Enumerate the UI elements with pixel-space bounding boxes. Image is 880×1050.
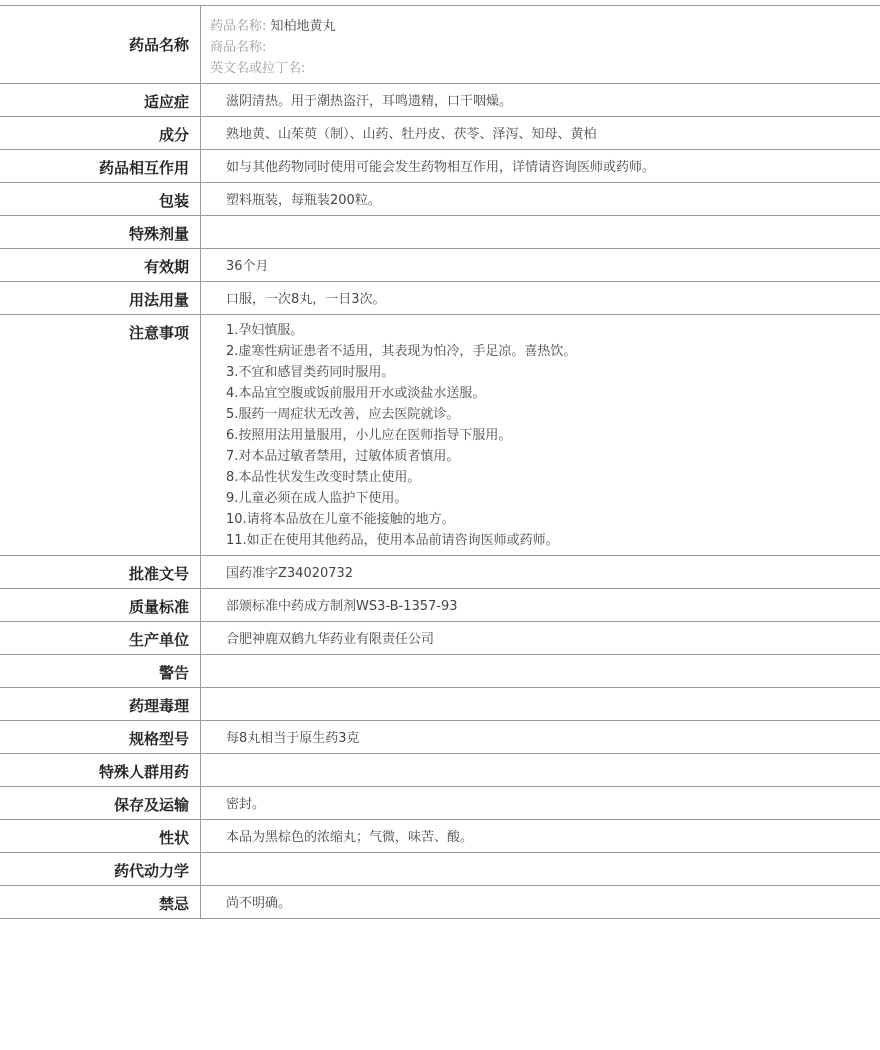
row-pharmacokinetics <box>0 853 880 886</box>
row-value: 国药准字Z34020732 <box>226 566 354 581</box>
row-interaction <box>0 150 880 183</box>
row-character <box>0 820 880 853</box>
row-value <box>201 216 880 248</box>
row-value <box>201 6 880 83</box>
row-label: 药理毒理 <box>0 688 201 720</box>
row-label: 性状 <box>0 820 201 852</box>
row-value <box>201 853 880 885</box>
row-value: 口服，一次8丸，一日3次。 <box>226 292 386 307</box>
row-usage <box>0 282 880 315</box>
row-manufacturer <box>0 622 880 655</box>
row-label: 警告 <box>0 655 201 687</box>
generic-name-line <box>210 16 880 37</box>
row-special-dose <box>0 216 880 249</box>
row-value <box>201 655 880 687</box>
row-value: 密封。 <box>226 797 266 812</box>
row-label: 特殊剂量 <box>0 216 201 248</box>
row-contraindication <box>0 886 880 919</box>
row-value <box>201 688 880 720</box>
drug-info-table <box>0 5 880 919</box>
row-notes <box>0 315 880 556</box>
list-item: 11.如正在使用其他药品，使用本品前请咨询医师或药师。 <box>226 533 559 548</box>
row-value: 如与其他药物同时使用可能会发生药物相互作用，详情请咨询医师或药师。 <box>226 160 656 175</box>
row-label: 用法用量 <box>0 282 201 314</box>
list-item: 5.服药一周症状无改善，应去医院就诊。 <box>226 407 460 422</box>
row-special-groups <box>0 754 880 787</box>
row-warning <box>0 655 880 688</box>
generic-name-value: 知柏地黄丸 <box>270 19 336 34</box>
row-standard <box>0 589 880 622</box>
row-approval <box>0 556 880 589</box>
row-label: 注意事项 <box>0 315 201 555</box>
notes-list <box>226 320 880 551</box>
latin-name-prefix: 英文名或拉丁名: <box>210 61 306 76</box>
row-value: 本品为黑棕色的浓缩丸；气微，味苦、酸。 <box>226 830 474 845</box>
row-storage <box>0 787 880 820</box>
row-composition <box>0 117 880 150</box>
row-value: 滋阴清热。用于潮热盗汗，耳鸣遗精，口干咽燥。 <box>226 94 513 109</box>
row-label: 药品名称 <box>0 6 201 83</box>
row-label: 生产单位 <box>0 622 201 654</box>
list-item: 2.虚寒性病证患者不适用，其表现为怕冷，手足凉。喜热饮。 <box>226 344 577 359</box>
row-spec <box>0 721 880 754</box>
row-validity <box>0 249 880 282</box>
list-item: 6.按照用法用量服用，小儿应在医师指导下服用。 <box>226 428 512 443</box>
row-label: 规格型号 <box>0 721 201 753</box>
row-label: 包装 <box>0 183 201 215</box>
list-item: 7.对本品过敏者禁用，过敏体质者慎用。 <box>226 449 460 464</box>
generic-name-prefix: 药品名称: <box>210 19 267 34</box>
row-pharmacology <box>0 688 880 721</box>
row-label: 保存及运输 <box>0 787 201 819</box>
row-value: 部颁标准中药成方制剂WS3-B-1357-93 <box>226 599 458 614</box>
row-packaging <box>0 183 880 216</box>
row-value <box>201 754 880 786</box>
row-value: 36个月 <box>226 259 269 274</box>
row-indication <box>0 84 880 117</box>
row-label: 成分 <box>0 117 201 149</box>
row-label: 禁忌 <box>0 886 201 918</box>
row-value <box>201 315 880 555</box>
list-item: 9.儿童必须在成人监护下使用。 <box>226 491 408 506</box>
row-label: 批准文号 <box>0 556 201 588</box>
row-label: 适应症 <box>0 84 201 116</box>
list-item: 3.不宜和感冒类药同时服用。 <box>226 365 395 380</box>
row-value: 塑料瓶装，每瓶装200粒。 <box>226 193 381 208</box>
trade-name-prefix: 商品名称: <box>210 40 267 55</box>
row-label: 药品相互作用 <box>0 150 201 182</box>
row-value: 熟地黄、山茱萸（制）、山药、牡丹皮、茯苓、泽泻、知母、黄柏 <box>226 127 597 142</box>
row-value: 合肥神鹿双鹤九华药业有限责任公司 <box>226 632 435 647</box>
row-label: 质量标准 <box>0 589 201 621</box>
row-label: 药代动力学 <box>0 853 201 885</box>
row-label: 特殊人群用药 <box>0 754 201 786</box>
row-value: 每8丸相当于原生药3克 <box>226 731 360 746</box>
list-item: 10.请将本品放在儿童不能接触的地方。 <box>226 512 455 527</box>
list-item: 4.本品宜空腹或饭前服用开水或淡盐水送服。 <box>226 386 486 401</box>
row-value: 尚不明确。 <box>226 896 292 911</box>
list-item: 1.孕妇慎服。 <box>226 323 304 338</box>
list-item: 8.本品性状发生改变时禁止使用。 <box>226 470 421 485</box>
row-label: 有效期 <box>0 249 201 281</box>
row-drug-name <box>0 6 880 84</box>
